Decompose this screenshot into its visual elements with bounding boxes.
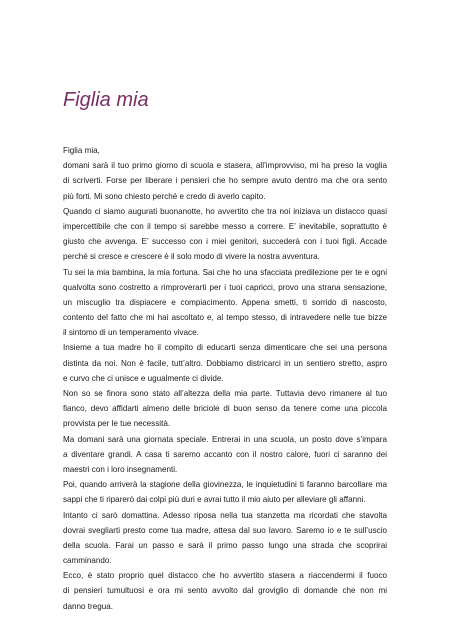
text-line: contento del fatto che mi hai ascoltato e, al tempo stesso, di intravedere nelle tue bizze bbox=[63, 313, 387, 323]
text-line: danno tregua. bbox=[63, 601, 113, 611]
text-line: impercettibile che con il tempo si sarebbe messo a correre. E’ inevitabile, soprattutto è bbox=[63, 221, 387, 231]
text-line: Figlia mia, bbox=[63, 146, 100, 155]
text-line: fianco, devo affidarti almeno delle briciole di buon senso da tenere come una piccola bbox=[63, 404, 387, 414]
text-line: Ma domani sarà una giornata speciale. Entrerai in una scuola, un posto dove s’impara bbox=[63, 434, 387, 444]
text-line: della scuola. Farai un passo e sarà il primo passo lungo una strada che scoprirai bbox=[63, 540, 387, 550]
text-line: maestri con i loro insegnamenti. bbox=[63, 464, 178, 474]
text-line: un miscuglio tra dispiacere e compiacimento. Appena smetti, ti sorrido di nascosto, bbox=[63, 297, 387, 307]
text-line: Quando ci siamo augurati buonanotte, ho avvertito che tra noi iniziava un distacco quasi bbox=[63, 206, 387, 216]
text-line: dovrai svegliarti presto come tua madre, attesa dal suo lavoro. Saremo io e te sull’uscio bbox=[63, 525, 387, 535]
text-line: giusto che avvenga. E’ successo con i miei genitori, succederà con i tuoi figli. Accade bbox=[63, 237, 387, 247]
text-line: Intanto ci sarò domattina. Adesso riposa nella tua stanzetta ma ricordati che stavolta bbox=[63, 510, 387, 520]
text-line: di pensieri tumultuosi e ora mi sento avvolto dal groviglio di domande che non mi bbox=[63, 586, 387, 596]
text-line: camminando. bbox=[63, 556, 112, 566]
text-line: perché si cresce e crescere è il solo modo di vivere la nostra avventura. bbox=[63, 252, 320, 262]
text-line: Non so se finora sono stato all’altezza della mia parte. Tuttavia devo rimanere al tuo bbox=[63, 389, 387, 398]
text-line: a diventare grandi. A casa ti saremo accanto con il nostro calore, fuori ci saranno dei bbox=[63, 449, 387, 459]
text-line: qualvolta sono costretto a rimproverarti per i tuoi capricci, provo una strana sensazione, bbox=[63, 282, 387, 292]
text-line: il sintomo di un temperamento vivace. bbox=[63, 328, 199, 338]
letter-body bbox=[63, 143, 387, 614]
text-line: domani sarà il tuo primo giorno di scuola e stasera, all’improvviso, mi ha preso la voglia bbox=[63, 161, 387, 171]
text-line: di scriverti. Forse per liberare i pensieri che ho sempre avuto dentro ma che ora sento bbox=[63, 176, 387, 186]
text-line: e curvo che ci unisce e ugualmente ci divide. bbox=[63, 373, 224, 383]
text-line: distinta da noi. Non è facile, tutt’altro. Dobbiamo districarci in un sentiero stretto, aspro bbox=[63, 358, 387, 368]
document-title: Figlia mia bbox=[63, 89, 149, 111]
text-line: più forti. Mi sono chiesto perché e credo di averlo capito. bbox=[63, 191, 266, 201]
text-line: sappi che ti riparerò dai colpi più duri e avrai tutto il mio aiuto per alleviare gli affanni. bbox=[63, 495, 366, 505]
text-line: Poi, quando arriverà la stagione della giovinezza, le inquietudini ti faranno barcollare ma bbox=[63, 480, 387, 490]
text-line: provvista per le tue necessità. bbox=[63, 419, 171, 429]
text-line: Tu sei la mia bambina, la mia fortuna. Sai che ho una sfacciata predilezione per te e ogni bbox=[63, 267, 387, 277]
text-line: Insieme a tua madre ho il compito di educarti senza dimenticare che sei una persona bbox=[63, 343, 387, 353]
text-line: Ecco, è stato proprio quel distacco che ho avvertito stasera a riaccendermi il fuoco bbox=[63, 571, 387, 581]
